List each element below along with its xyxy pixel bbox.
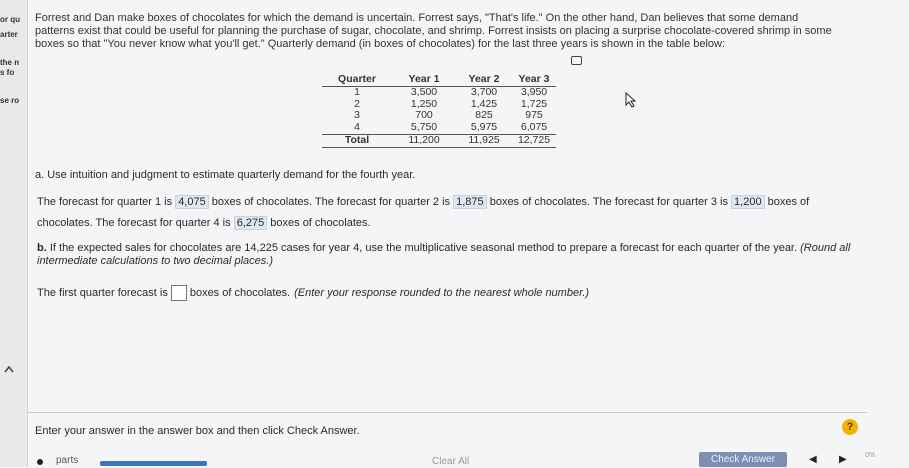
table-cell: 5,975 xyxy=(470,121,498,134)
table-icon[interactable] xyxy=(571,56,582,65)
table-cell: 1,425 xyxy=(470,97,498,110)
table-row xyxy=(322,87,556,99)
clear-all-button[interactable]: Clear All xyxy=(432,456,470,467)
table-cell: 1 xyxy=(354,86,360,98)
mouse-cursor-icon xyxy=(624,92,640,108)
table-cell: 1,250 xyxy=(410,97,438,110)
table-cell: 700 xyxy=(415,109,433,122)
next-arrow-icon[interactable]: ▶ xyxy=(839,454,847,465)
forecast-q2-value[interactable]: 1,875 xyxy=(453,195,487,209)
column-header: Year 3 xyxy=(512,72,556,87)
table-header-row xyxy=(322,72,556,87)
forecast-text: boxes of chocolates. xyxy=(270,217,371,229)
table-cell: 975 xyxy=(525,109,543,122)
part-b-text: If the expected sales for chocolates are 14,225 cases for year 4, use the multiplicative seasonal method to prepare a forecast for each quarter of the year. xyxy=(49,242,798,254)
bottom-toolbar xyxy=(27,452,909,467)
instruction-text: Enter your answer in the answer box and then click Check Answer. xyxy=(35,425,360,437)
answer-input[interactable] xyxy=(171,285,187,301)
first-quarter-note: (Enter your response rounded to the nearest whole number.) xyxy=(294,287,590,299)
table-cell: 11,925 xyxy=(456,134,512,147)
table-cell: 12,725 xyxy=(512,134,556,147)
progress-percent: 0% xyxy=(865,452,876,459)
problem-statement: Forrest and Dan make boxes of chocolates for which the demand is uncertain. Forrest says, "That's life." On the other hand, Dan believes that some demand patterns exist that could be useful for planning the purchase of sugar, chocolate, and shrimp. Forrest insists on placing a surprise chocolate-covered shrimp in some boxes so that "You never know what you'll get." Quarterly demand (in boxes of chocolates) for the last three years is shown in the table below: xyxy=(35,12,832,50)
left-panel[interactable] xyxy=(0,0,28,467)
forecast-q3-value[interactable]: 1,200 xyxy=(731,195,765,209)
left-fragment: s fo xyxy=(0,68,15,77)
demand-table xyxy=(322,72,556,148)
table-cell: 825 xyxy=(475,109,493,122)
column-header: Year 1 xyxy=(392,72,456,87)
table-cell: 2 xyxy=(354,97,360,110)
table-cell: 5,750 xyxy=(410,121,438,134)
table-cell: 3,700 xyxy=(470,86,498,98)
check-answer-button[interactable]: Check Answer xyxy=(699,452,787,467)
table-row xyxy=(322,122,556,134)
left-fragment: or qu xyxy=(0,15,20,24)
forecast-text: boxes of chocolates. The forecast for quarter 3 is xyxy=(489,196,728,208)
forecast-q1-value[interactable]: 4,075 xyxy=(175,195,209,209)
column-header: Quarter xyxy=(322,72,392,87)
left-fragment: arter xyxy=(0,30,18,39)
table-cell: 3,500 xyxy=(410,86,438,98)
forecast-text: chocolates. The forecast for quarter 4 is xyxy=(37,217,231,229)
table-cell: 1,725 xyxy=(520,97,548,110)
help-icon[interactable]: ? xyxy=(842,419,858,435)
first-quarter-unit: boxes of chocolates. xyxy=(189,287,291,299)
parts-progress-bar xyxy=(100,461,207,466)
forecast-line-2 xyxy=(37,217,371,229)
table-cell: 3 xyxy=(354,109,360,122)
part-b-label: b. xyxy=(37,242,47,254)
forecast-text: boxes of xyxy=(767,196,810,208)
part-b-note: (Round all intermediate calculations to two decimal places.) xyxy=(37,242,851,267)
table-cell: Total xyxy=(322,134,392,147)
parts-indicator-icon xyxy=(37,459,43,465)
part-a-prompt: a. Use intuition and judgment to estimate quarterly demand for the fourth year. xyxy=(35,169,416,181)
forecast-q4-value[interactable]: 6,275 xyxy=(234,216,268,230)
parts-label: parts xyxy=(56,455,79,466)
previous-arrow-icon[interactable]: ◀ xyxy=(809,454,817,465)
collapse-arrow-icon[interactable] xyxy=(4,360,14,376)
forecast-text: The forecast for quarter 1 is xyxy=(37,196,173,208)
left-fragment: the n xyxy=(0,58,20,67)
table-cell: 4 xyxy=(354,121,360,134)
first-quarter-question xyxy=(37,285,589,301)
divider xyxy=(27,412,867,413)
forecast-line-1 xyxy=(37,196,809,208)
table-cell: 3,950 xyxy=(520,86,548,98)
first-quarter-text: The first quarter forecast is xyxy=(37,287,168,299)
table-total-row xyxy=(322,134,556,147)
part-b-prompt xyxy=(37,242,857,268)
forecast-text: boxes of chocolates. The forecast for quarter 2 is xyxy=(211,196,451,208)
left-fragment: se ro xyxy=(0,96,20,105)
column-header: Year 2 xyxy=(456,72,512,87)
table-cell: 11,200 xyxy=(392,134,456,147)
table-cell: 6,075 xyxy=(520,121,548,134)
